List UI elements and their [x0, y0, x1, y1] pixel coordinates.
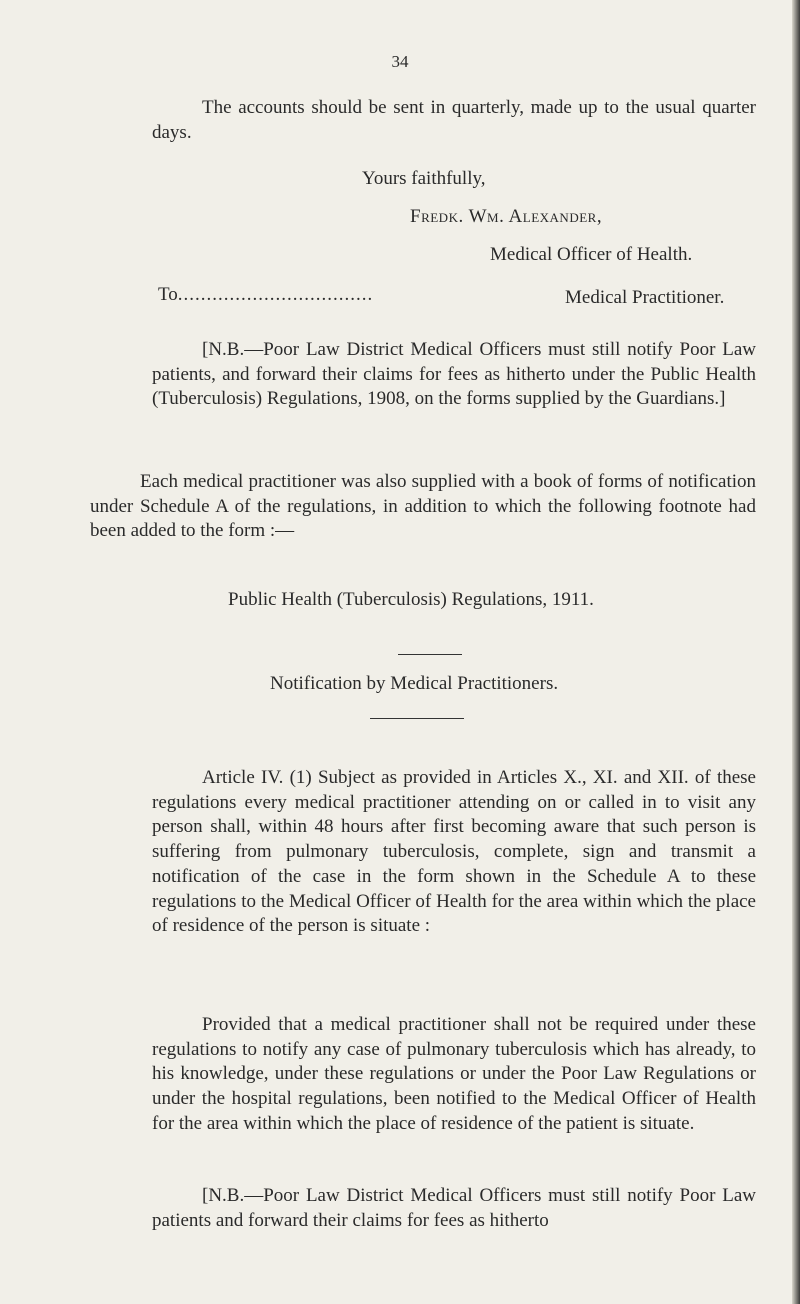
note-poor-law-1: [N.B.—Poor Law District Medical Officers must still notify Poor Law patients, and forward their claims for fees as hitherto under the Public Health (Tuberculosis) Regulations, 1908, on the forms supplied by the Guardians.] — [152, 339, 756, 410]
paragraph-accounts: The accounts should be sent in quarterly, made up to the usual quarter days. — [152, 97, 756, 143]
heading-notification: Notification by Medical Practitioners. — [270, 673, 559, 694]
closing-salutation: Yours faithfully, — [362, 168, 486, 189]
paragraph-forms: Each medical practitioner was also supplied with a book of forms of notification under Schedule A of the regulations, in addition to which the following footnote had been added to the form :— — [90, 471, 756, 542]
page-number: 34 — [391, 52, 409, 71]
blank-dotted-line: .................................. — [177, 284, 374, 305]
addressee-line — [158, 283, 373, 307]
proviso-paragraph: Provided that a medical practitioner shall not be required under these regulations to notify any case of pulmonary tuberculosis which has already, to his knowledge, under these regulations or under the Poor Law Regulations or under the hospital regulations, been notified to the Medical Officer of Health for the area within which the place of residence of the patient is situate. — [152, 1014, 756, 1134]
recipient-title: Medical Practitioner. — [565, 287, 725, 308]
article-iv: Article IV. (1) Subject as provided in Articles X., XI. and XII. of these regulations every medical practitioner attending on or called in to visit any person shall, within 48 hours after first becoming aware that such person is suffering from pulmonary tuberculosis, complete, sign and transmit a notification of the case in the form shown in the Schedule A to these regulations to the Medical Officer of Health for the area within which the place of residence of the person is situate : — [152, 767, 756, 937]
signatory-title: Medical Officer of Health. — [490, 244, 693, 265]
heading-regulations: Public Health (Tuberculosis) Regulations, 1911. — [228, 589, 594, 610]
divider-long — [370, 718, 464, 719]
page-edge-shadow — [792, 0, 800, 1304]
divider-short — [398, 654, 462, 655]
note-poor-law-2: [N.B.—Poor Law District Medical Officers must still notify Poor Law patients and forward their claims for fees as hitherto — [152, 1185, 756, 1231]
signatory-name: Fredk. Wm. Alexander, — [410, 206, 603, 227]
to-label: To — [158, 284, 178, 305]
